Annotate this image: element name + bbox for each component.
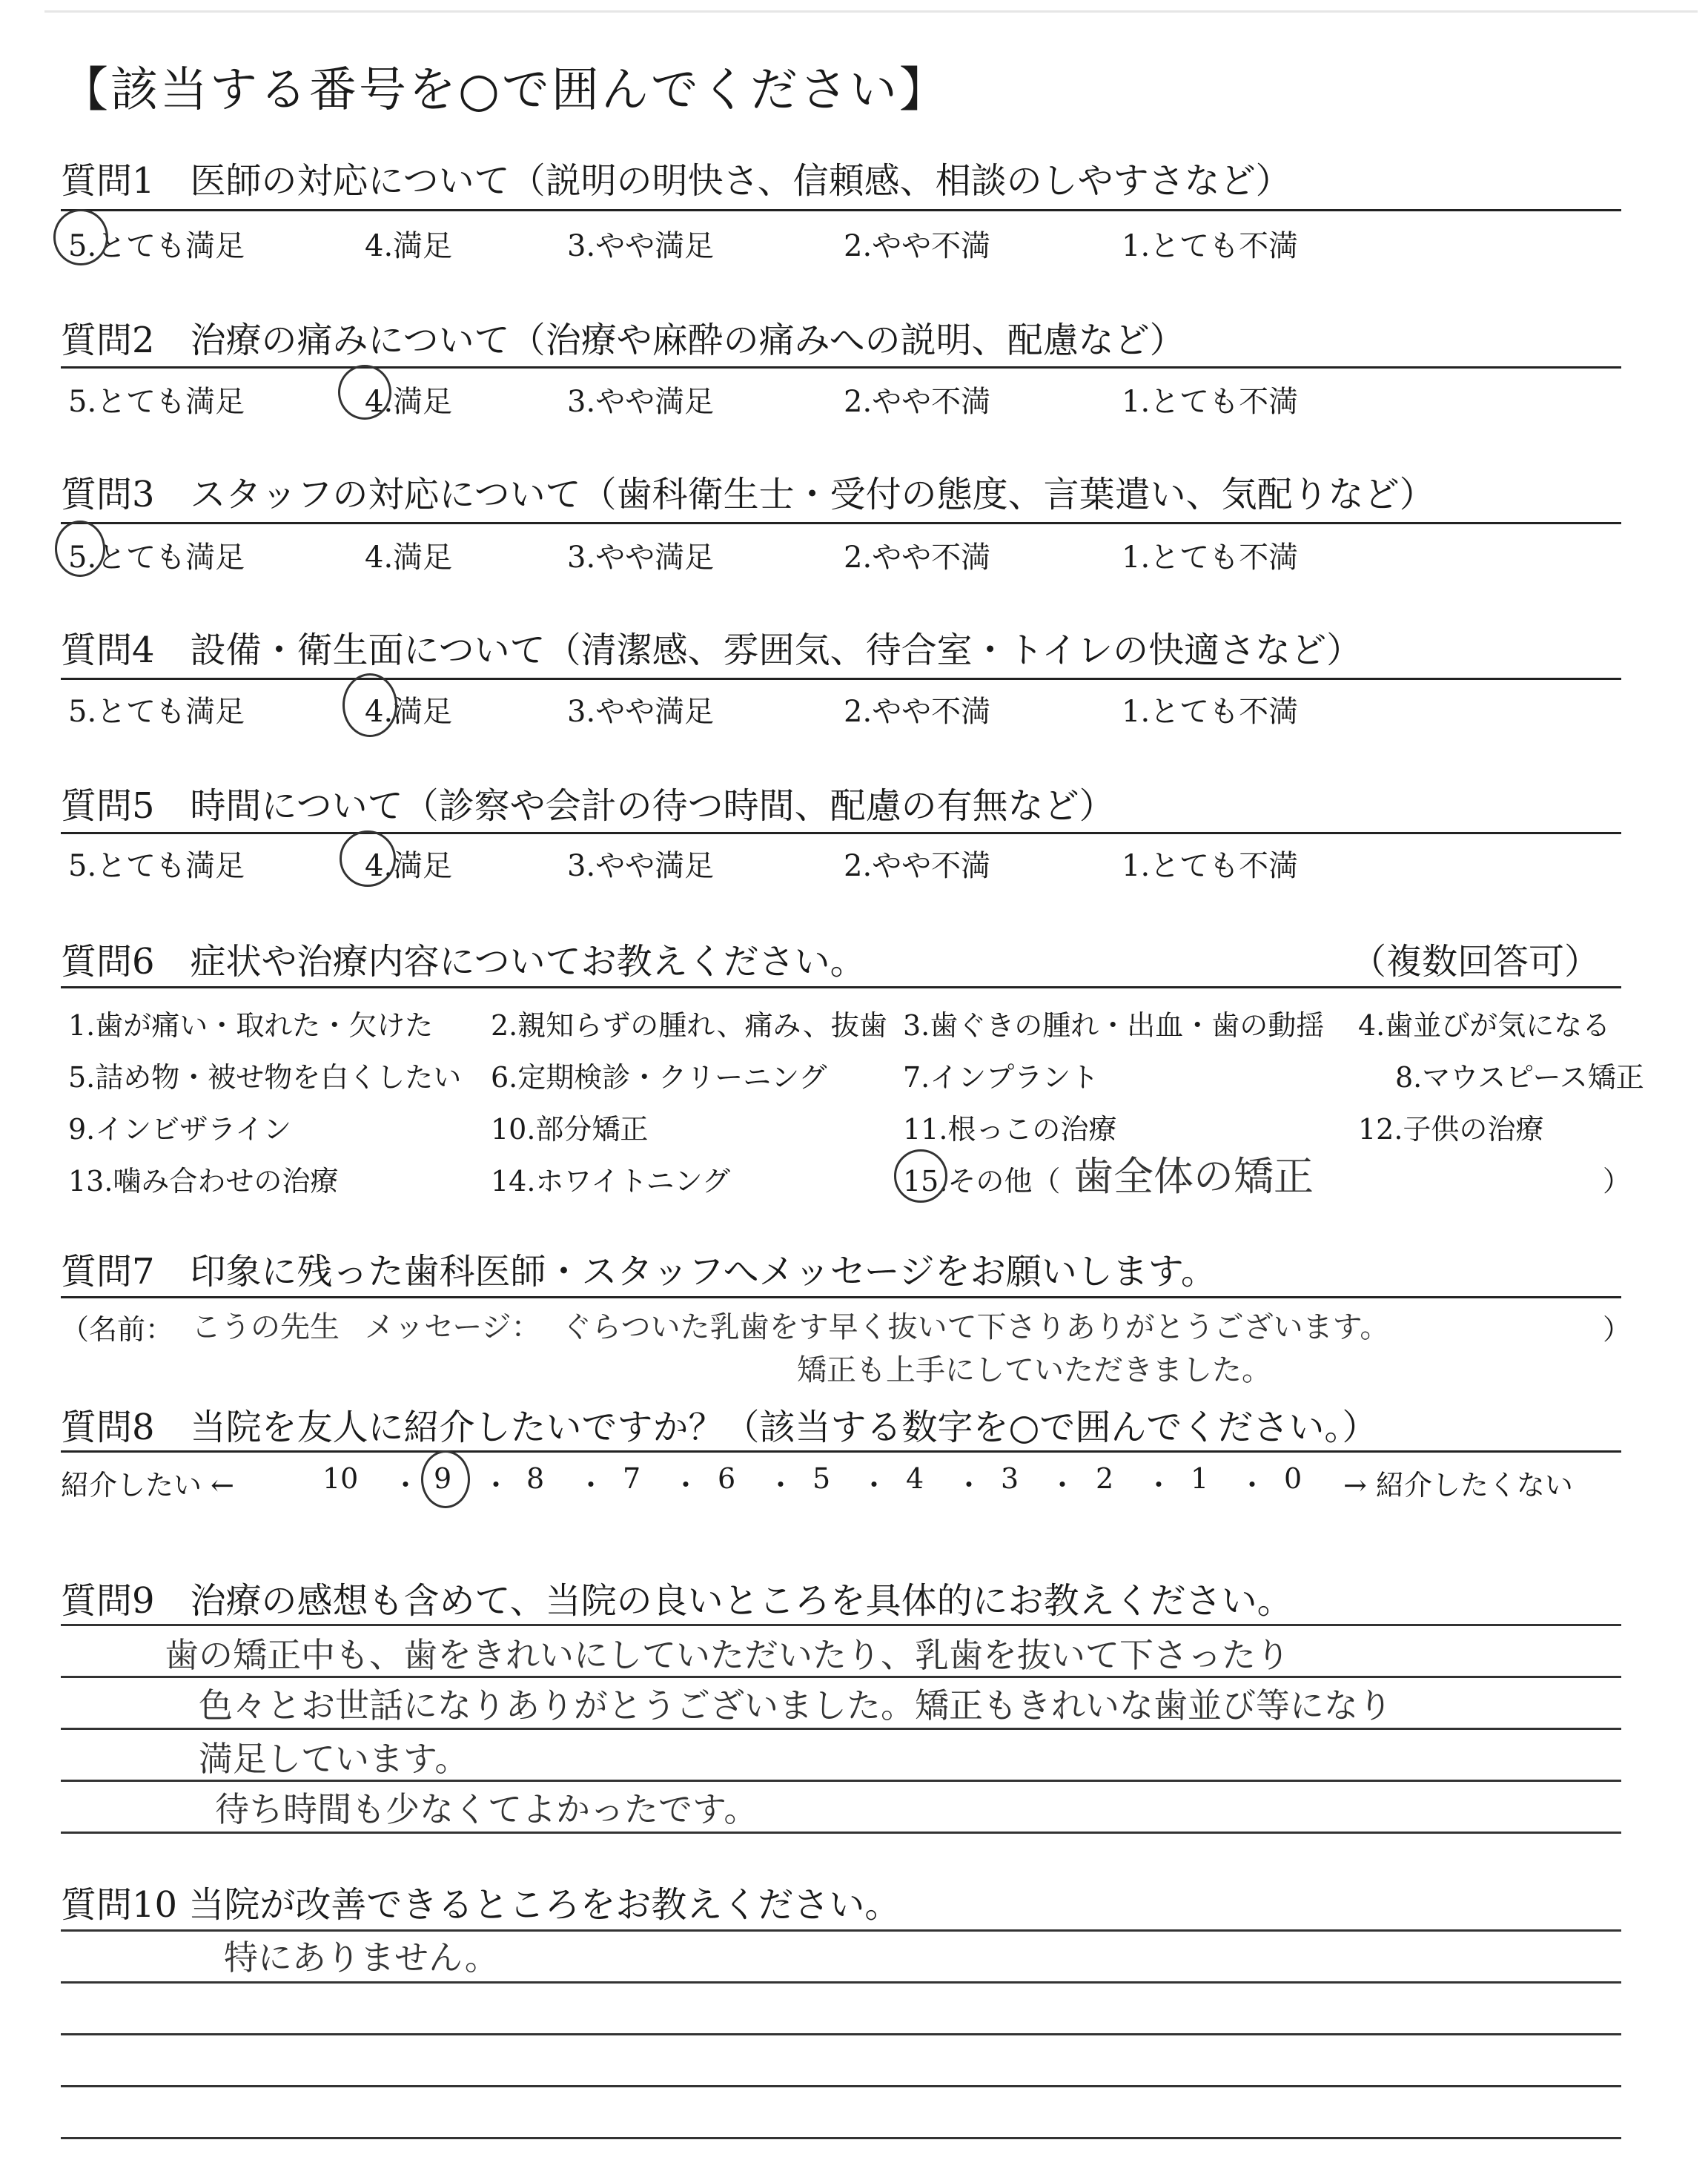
top-edge-rule bbox=[44, 10, 1698, 13]
question-5-title: 質問5 時間について（診察や会計の待つ時間、配慮の有無など） bbox=[61, 785, 1115, 827]
q9-line bbox=[61, 1624, 1621, 1626]
q8-selected-circle bbox=[421, 1450, 470, 1508]
q3-option-1[interactable]: 1.とても不満 bbox=[1122, 541, 1299, 575]
q6-option-13[interactable]: 13.噛み合わせの治療 bbox=[68, 1165, 339, 1198]
q1-option-5[interactable]: 5.とても満足 bbox=[68, 229, 245, 263]
q5-selected-circle bbox=[340, 830, 396, 887]
question-1-rule bbox=[61, 209, 1621, 211]
q1-option-2[interactable]: 2.やや不満 bbox=[844, 229, 991, 263]
q8-dot: ・ bbox=[767, 1469, 795, 1502]
q6-option-1[interactable]: 1.歯が痛い・取れた・欠けた bbox=[68, 1009, 434, 1042]
question-9-title: 質問9 治療の感想も含めて、当院の良いところを具体的にお教えください。 bbox=[61, 1580, 1293, 1622]
q2-option-3[interactable]: 3.やや満足 bbox=[567, 385, 715, 419]
q7-name-handwritten[interactable]: こうの先生 bbox=[191, 1310, 340, 1344]
q6-other-close-paren: ） bbox=[1603, 1165, 1632, 1198]
q7-message-line-2[interactable]: 矯正も上手にしていただきました。 bbox=[797, 1353, 1271, 1387]
q8-dot: ・ bbox=[391, 1469, 420, 1502]
q10-line bbox=[61, 2033, 1621, 2035]
q6-option-15[interactable]: 15.その他（ bbox=[903, 1165, 1061, 1198]
question-2-title: 質問2 治療の痛みについて（治療や麻酔の痛みへの説明、配慮など） bbox=[61, 320, 1185, 361]
q5-option-2[interactable]: 2.やや不満 bbox=[844, 849, 991, 883]
page-heading: 【該当する番号を○で囲んでください】 bbox=[61, 63, 949, 118]
q1-option-1[interactable]: 1.とても不満 bbox=[1122, 229, 1299, 263]
q6-option-10[interactable]: 10.部分矯正 bbox=[491, 1113, 649, 1146]
q8-scale-7[interactable]: 7 bbox=[623, 1462, 641, 1495]
q8-left-label: 紹介したい ← bbox=[61, 1469, 234, 1502]
q4-option-1[interactable]: 1.とても不満 bbox=[1122, 695, 1299, 729]
q8-dot: ・ bbox=[1238, 1469, 1267, 1502]
q6-option-4[interactable]: 4.歯並びが気になる bbox=[1358, 1009, 1611, 1042]
q8-dot: ・ bbox=[482, 1469, 511, 1502]
q1-option-3[interactable]: 3.やや満足 bbox=[567, 229, 715, 263]
q5-option-5[interactable]: 5.とても満足 bbox=[68, 849, 245, 883]
q1-option-4[interactable]: 4.満足 bbox=[365, 229, 453, 263]
q4-option-4[interactable]: 4.満足 bbox=[365, 695, 453, 729]
q9-answer-line-4[interactable]: 待ち時間も少なくてよかったです。 bbox=[215, 1789, 758, 1829]
q6-option-9[interactable]: 9.インビザライン bbox=[68, 1113, 292, 1146]
q6-other-handwritten-answer[interactable]: 歯全体の矯正 bbox=[1073, 1153, 1314, 1200]
q6-option-12[interactable]: 12.子供の治療 bbox=[1358, 1113, 1544, 1146]
question-6-rule bbox=[61, 986, 1621, 988]
q8-right-label: → 紹介したくない bbox=[1343, 1469, 1573, 1502]
q2-option-2[interactable]: 2.やや不満 bbox=[844, 385, 991, 419]
q8-dot: ・ bbox=[577, 1469, 606, 1502]
q6-option-8[interactable]: 8.マウスピース矯正 bbox=[1395, 1061, 1644, 1094]
question-8-rule bbox=[61, 1450, 1621, 1453]
question-10-title: 質問10 当院が改善できるところをお教えください。 bbox=[61, 1884, 901, 1926]
q8-scale-6[interactable]: 6 bbox=[718, 1462, 736, 1495]
q8-dot: ・ bbox=[860, 1469, 889, 1502]
q4-option-2[interactable]: 2.やや不満 bbox=[844, 695, 991, 729]
question-2-rule bbox=[61, 366, 1621, 369]
q9-line bbox=[61, 1832, 1621, 1834]
q8-scale-3[interactable]: 3 bbox=[1001, 1462, 1019, 1495]
q8-scale-9[interactable]: 9 bbox=[434, 1462, 452, 1495]
q4-option-3[interactable]: 3.やや満足 bbox=[567, 695, 715, 729]
q3-option-5[interactable]: 5.とても満足 bbox=[68, 541, 245, 575]
q10-line bbox=[61, 2085, 1621, 2087]
q5-option-1[interactable]: 1.とても不満 bbox=[1122, 849, 1299, 883]
question-3-rule bbox=[61, 522, 1621, 524]
q8-dot: ・ bbox=[672, 1469, 701, 1502]
q4-selected-circle bbox=[342, 673, 397, 737]
q7-close-paren: ） bbox=[1603, 1313, 1632, 1346]
q10-answer[interactable]: 特にありません。 bbox=[224, 1938, 499, 1978]
q2-option-5[interactable]: 5.とても満足 bbox=[68, 385, 245, 419]
q8-scale-0[interactable]: 0 bbox=[1284, 1462, 1302, 1495]
question-5-rule bbox=[61, 832, 1621, 834]
q8-scale-8[interactable]: 8 bbox=[526, 1462, 545, 1495]
question-4-title: 質問4 設備・衛生面について（清潔感、雰囲気、待合室・トイレの快適さなど） bbox=[61, 630, 1363, 671]
q6-option-2[interactable]: 2.親知らずの腫れ、痛み、抜歯 bbox=[491, 1009, 887, 1042]
q8-dot: ・ bbox=[955, 1469, 984, 1502]
q5-option-3[interactable]: 3.やや満足 bbox=[567, 849, 715, 883]
q6-option-11[interactable]: 11.根っこの治療 bbox=[903, 1113, 1117, 1146]
q3-selected-circle bbox=[55, 521, 105, 577]
q4-option-5[interactable]: 5.とても満足 bbox=[68, 695, 245, 729]
q6-option-14[interactable]: 14.ホワイトニング bbox=[491, 1165, 731, 1198]
question-7-title: 質問7 印象に残った歯科医師・スタッフへメッセージをお願いします。 bbox=[61, 1251, 1217, 1292]
q2-option-1[interactable]: 1.とても不満 bbox=[1122, 385, 1299, 419]
question-3-title: 質問3 スタッフの対応について（歯科衛生士・受付の態度、言葉遣い、気配りなど） bbox=[61, 474, 1435, 515]
question-8-title: 質問8 当院を友人に紹介したいですか？（該当する数字を○で囲んでください。） bbox=[61, 1407, 1378, 1448]
q2-selected-circle bbox=[338, 365, 391, 420]
q6-selected-circle bbox=[894, 1149, 947, 1203]
q9-answer-line-2[interactable]: 色々とお世話になりありがとうございました。矯正もきれいな歯並び等になり bbox=[199, 1685, 1392, 1725]
question-4-rule bbox=[61, 678, 1621, 680]
q3-option-3[interactable]: 3.やや満足 bbox=[567, 541, 715, 575]
q7-name-label: （名前： bbox=[61, 1313, 174, 1346]
q6-option-7[interactable]: 7.インプラント bbox=[903, 1061, 1099, 1094]
q9-line bbox=[61, 1728, 1621, 1730]
q8-scale-2[interactable]: 2 bbox=[1096, 1462, 1114, 1495]
q10-line bbox=[61, 1981, 1621, 1984]
question-6-title: 質問6 症状や治療内容についてお教えください。 bbox=[61, 941, 866, 982]
question-7-rule bbox=[61, 1296, 1621, 1298]
q5-option-4[interactable]: 4.満足 bbox=[365, 849, 453, 883]
q8-scale-1[interactable]: 1 bbox=[1191, 1462, 1209, 1495]
q8-dot: ・ bbox=[1145, 1469, 1174, 1502]
q9-answer-line-1[interactable]: 歯の矯正中も、歯をきれいにしていただいたり、乳歯を抜いて下さったり bbox=[165, 1635, 1290, 1675]
q6-option-6[interactable]: 6.定期検診・クリーニング bbox=[491, 1061, 827, 1094]
q6-option-3[interactable]: 3.歯ぐきの腫れ・出血・歯の動揺 bbox=[903, 1009, 1325, 1042]
q7-message-line-1[interactable]: ぐらついた乳歯をす早く抜いて下さりありがとうございます。 bbox=[562, 1310, 1390, 1344]
q10-line bbox=[61, 2137, 1621, 2139]
q9-answer-line-3[interactable]: 満足しています。 bbox=[199, 1739, 469, 1779]
q2-option-4[interactable]: 4.満足 bbox=[365, 385, 453, 419]
question-1-title: 質問1 医師の対応について（説明の明快さ、信頼感、相談のしやすさなど） bbox=[61, 160, 1291, 202]
q3-option-2[interactable]: 2.やや不満 bbox=[844, 541, 991, 575]
question-6-note: （複数回答可） bbox=[1351, 941, 1601, 982]
q8-scale-4[interactable]: 4 bbox=[906, 1462, 924, 1495]
q8-scale-5[interactable]: 5 bbox=[812, 1462, 831, 1495]
q1-selected-circle bbox=[53, 209, 108, 265]
q7-message-label-handwritten: メッセージ： bbox=[365, 1310, 541, 1344]
q6-option-5[interactable]: 5.詰め物・被せ物を白くしたい bbox=[68, 1061, 462, 1094]
q3-option-4[interactable]: 4.満足 bbox=[365, 541, 453, 575]
q8-dot: ・ bbox=[1048, 1469, 1077, 1502]
q8-scale-10[interactable]: 10 bbox=[322, 1462, 359, 1495]
